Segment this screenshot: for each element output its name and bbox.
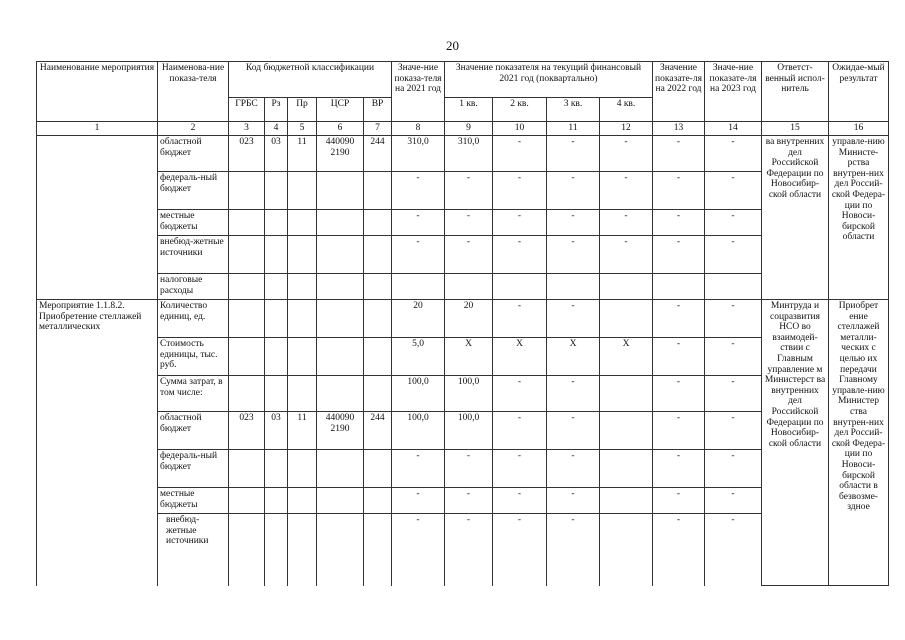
activity-name-cell: Мероприятие 1.1.8.2. Приобретение стеллажей металлических bbox=[37, 300, 158, 586]
value-2023-cell: - bbox=[705, 210, 762, 236]
q3-cell: Х bbox=[547, 338, 600, 376]
q4-cell bbox=[600, 274, 653, 300]
rz-cell bbox=[265, 514, 288, 586]
q1-cell: 100,0 bbox=[445, 412, 493, 450]
activity-name-cell bbox=[37, 136, 158, 300]
header-row-1 bbox=[37, 62, 889, 98]
vr-cell bbox=[364, 376, 392, 412]
table-row bbox=[37, 338, 889, 376]
vr-cell bbox=[364, 300, 392, 338]
value-2021-cell: - bbox=[392, 488, 445, 514]
q3-cell: - bbox=[547, 514, 600, 586]
header-executor: Ответст-венный испол-нитель bbox=[762, 62, 829, 122]
grbs-cell bbox=[229, 274, 265, 300]
header-result: Ожидае-мый результат bbox=[829, 62, 889, 122]
q2-cell: - bbox=[493, 450, 547, 488]
q1-cell: - bbox=[445, 172, 493, 210]
value-2021-cell: - bbox=[392, 172, 445, 210]
executor-cell: ва внутренних дел Российской Федерации по Новосибир-ской области bbox=[762, 136, 829, 300]
col-number: 3 bbox=[229, 122, 265, 136]
result-cell: Приобрет ение стеллажей металли-ческих с целью их передачи Главному управле-нию Министер ства внутрен-них дел Россий-ской Федера-ции по Новоси-бирской области в безвозме-здное bbox=[829, 300, 889, 586]
header-pr: Пр bbox=[288, 98, 317, 122]
col-number: 2 bbox=[158, 122, 229, 136]
value-2021-cell: 20 bbox=[392, 300, 445, 338]
col-number: 8 bbox=[392, 122, 445, 136]
grbs-cell bbox=[229, 450, 265, 488]
header-q4: 4 кв. bbox=[600, 98, 653, 122]
grbs-cell: 023 bbox=[229, 136, 265, 172]
pr-cell bbox=[288, 300, 317, 338]
executor-cell: Минтруда и соцразвития НСО во взаимодей-ствии с Главным управление м Министерст ва внутренних дел Российской Федерации по Новосибир-ской области bbox=[762, 300, 829, 586]
q2-cell: - bbox=[493, 488, 547, 514]
header-value-2022: Значение показате-ля на 2022 год bbox=[653, 62, 705, 122]
q1-cell: - bbox=[445, 450, 493, 488]
table-row bbox=[37, 412, 889, 450]
header-q2: 2 кв. bbox=[493, 98, 547, 122]
csr-cell bbox=[317, 210, 364, 236]
header-grbs: ГРБС bbox=[229, 98, 265, 122]
q2-cell: - bbox=[493, 412, 547, 450]
value-2022-cell: - bbox=[653, 412, 705, 450]
pr-cell bbox=[288, 338, 317, 376]
q4-cell bbox=[600, 412, 653, 450]
table-row bbox=[37, 236, 889, 274]
table-row bbox=[37, 514, 889, 586]
value-2021-cell: 310,0 bbox=[392, 136, 445, 172]
q2-cell: - bbox=[493, 172, 547, 210]
csr-cell bbox=[317, 376, 364, 412]
column-numbers-row bbox=[37, 122, 889, 136]
value-2022-cell: - bbox=[653, 338, 705, 376]
header-q1: 1 кв. bbox=[445, 98, 493, 122]
indicator-cell: областной бюджет bbox=[158, 412, 229, 450]
q4-cell: - bbox=[600, 236, 653, 274]
csr-cell bbox=[317, 172, 364, 210]
header-indicator: Наименова-ние показа-теля bbox=[158, 62, 229, 122]
csr-cell: 440090 2190 bbox=[317, 412, 364, 450]
vr-cell bbox=[364, 514, 392, 586]
value-2023-cell: - bbox=[705, 514, 762, 586]
col-number: 7 bbox=[364, 122, 392, 136]
col-number: 5 bbox=[288, 122, 317, 136]
vr-cell: 244 bbox=[364, 136, 392, 172]
indicator-cell: Количество единиц, ед. bbox=[158, 300, 229, 338]
q4-cell bbox=[600, 450, 653, 488]
q3-cell: - bbox=[547, 210, 600, 236]
value-2023-cell: - bbox=[705, 236, 762, 274]
indicator-cell: местные бюджеты bbox=[158, 210, 229, 236]
col-number: 1 bbox=[37, 122, 158, 136]
col-number: 6 bbox=[317, 122, 364, 136]
value-2021-cell: - bbox=[392, 236, 445, 274]
q4-cell bbox=[600, 514, 653, 586]
csr-cell bbox=[317, 274, 364, 300]
q3-cell bbox=[547, 274, 600, 300]
q4-cell bbox=[600, 376, 653, 412]
pr-cell: 11 bbox=[288, 136, 317, 172]
grbs-cell: 023 bbox=[229, 412, 265, 450]
col-number: 14 bbox=[705, 122, 762, 136]
vr-cell bbox=[364, 236, 392, 274]
value-2023-cell: - bbox=[705, 172, 762, 210]
pr-cell bbox=[288, 488, 317, 514]
col-number: 12 bbox=[600, 122, 653, 136]
header-budget-code: Код бюджетной классификации bbox=[229, 62, 392, 98]
grbs-cell bbox=[229, 172, 265, 210]
value-2023-cell: - bbox=[705, 412, 762, 450]
col-number: 9 bbox=[445, 122, 493, 136]
value-2023-cell: - bbox=[705, 136, 762, 172]
col-number: 15 bbox=[762, 122, 829, 136]
rz-cell bbox=[265, 338, 288, 376]
q1-cell bbox=[445, 274, 493, 300]
value-2023-cell bbox=[705, 274, 762, 300]
value-2021-cell: 5,0 bbox=[392, 338, 445, 376]
indicator-cell: областной бюджет bbox=[158, 136, 229, 172]
q3-cell: - bbox=[547, 450, 600, 488]
table-row bbox=[37, 300, 889, 338]
pr-cell bbox=[288, 514, 317, 586]
budget-table bbox=[36, 61, 889, 586]
table-row bbox=[37, 488, 889, 514]
q1-cell: - bbox=[445, 210, 493, 236]
rz-cell bbox=[265, 488, 288, 514]
value-2022-cell: - bbox=[653, 488, 705, 514]
table-row bbox=[37, 376, 889, 412]
value-2021-cell bbox=[392, 274, 445, 300]
pr-cell bbox=[288, 274, 317, 300]
header-value-2021: Значе-ние показа-теля на 2021 год bbox=[392, 62, 445, 122]
indicator-cell: федераль-ный бюджет bbox=[158, 450, 229, 488]
grbs-cell bbox=[229, 236, 265, 274]
q2-cell: - bbox=[493, 376, 547, 412]
q1-cell: 20 bbox=[445, 300, 493, 338]
table-row bbox=[37, 172, 889, 210]
vr-cell bbox=[364, 450, 392, 488]
value-2023-cell: - bbox=[705, 488, 762, 514]
q2-cell: Х bbox=[493, 338, 547, 376]
q2-cell: - bbox=[493, 136, 547, 172]
indicator-cell: внебюд-жетные источники bbox=[158, 514, 229, 586]
table-row bbox=[37, 274, 889, 300]
q3-cell: - bbox=[547, 488, 600, 514]
value-2022-cell: - bbox=[653, 236, 705, 274]
q1-cell: - bbox=[445, 236, 493, 274]
header-name: Наименование мероприятия bbox=[37, 62, 158, 122]
q2-cell bbox=[493, 274, 547, 300]
indicator-cell: налоговые расходы bbox=[158, 274, 229, 300]
pr-cell bbox=[288, 172, 317, 210]
q3-cell: - bbox=[547, 412, 600, 450]
vr-cell bbox=[364, 210, 392, 236]
value-2021-cell: - bbox=[392, 514, 445, 586]
header-vr: ВР bbox=[364, 98, 392, 122]
value-2022-cell: - bbox=[653, 172, 705, 210]
q3-cell: - bbox=[547, 300, 600, 338]
value-2021-cell: - bbox=[392, 210, 445, 236]
value-2021-cell: 100,0 bbox=[392, 412, 445, 450]
csr-cell bbox=[317, 514, 364, 586]
value-2023-cell: - bbox=[705, 450, 762, 488]
col-number: 11 bbox=[547, 122, 600, 136]
vr-cell bbox=[364, 488, 392, 514]
rz-cell bbox=[265, 274, 288, 300]
csr-cell bbox=[317, 338, 364, 376]
col-number: 4 bbox=[265, 122, 288, 136]
header-q3: 3 кв. bbox=[547, 98, 600, 122]
rz-cell bbox=[265, 300, 288, 338]
indicator-cell: местные бюджеты bbox=[158, 488, 229, 514]
grbs-cell bbox=[229, 514, 265, 586]
result-cell: управле-нию Министе-рства внутрен-них дел Россий-ской Федера-ции по Новоси-бирской области bbox=[829, 136, 889, 300]
value-2023-cell: - bbox=[705, 300, 762, 338]
indicator-cell: Сумма затрат, в том числе: bbox=[158, 376, 229, 412]
pr-cell: 11 bbox=[288, 412, 317, 450]
csr-cell bbox=[317, 236, 364, 274]
value-2022-cell: - bbox=[653, 300, 705, 338]
value-2022-cell bbox=[653, 274, 705, 300]
grbs-cell bbox=[229, 338, 265, 376]
col-number: 10 bbox=[493, 122, 547, 136]
value-2021-cell: 100,0 bbox=[392, 376, 445, 412]
csr-cell: 440090 2190 bbox=[317, 136, 364, 172]
q1-cell: - bbox=[445, 514, 493, 586]
header-rz: Рз bbox=[265, 98, 288, 122]
col-number: 13 bbox=[653, 122, 705, 136]
value-2022-cell: - bbox=[653, 514, 705, 586]
grbs-cell bbox=[229, 488, 265, 514]
csr-cell bbox=[317, 450, 364, 488]
vr-cell: 244 bbox=[364, 412, 392, 450]
value-2022-cell: - bbox=[653, 376, 705, 412]
value-2023-cell: - bbox=[705, 338, 762, 376]
q2-cell: - bbox=[493, 210, 547, 236]
col-number: 16 bbox=[829, 122, 889, 136]
q4-cell: - bbox=[600, 210, 653, 236]
value-2022-cell: - bbox=[653, 136, 705, 172]
q1-cell: Х bbox=[445, 338, 493, 376]
q4-cell bbox=[600, 488, 653, 514]
value-2021-cell: - bbox=[392, 450, 445, 488]
vr-cell bbox=[364, 172, 392, 210]
pr-cell bbox=[288, 376, 317, 412]
indicator-cell: внебюд-жетные источники bbox=[158, 236, 229, 274]
vr-cell bbox=[364, 274, 392, 300]
csr-cell bbox=[317, 300, 364, 338]
vr-cell bbox=[364, 338, 392, 376]
indicator-cell: федераль-ный бюджет bbox=[158, 172, 229, 210]
rz-cell bbox=[265, 172, 288, 210]
q1-cell: 100,0 bbox=[445, 376, 493, 412]
q2-cell: - bbox=[493, 514, 547, 586]
table-row bbox=[37, 210, 889, 236]
pr-cell bbox=[288, 450, 317, 488]
q3-cell: - bbox=[547, 172, 600, 210]
grbs-cell bbox=[229, 210, 265, 236]
q4-cell: - bbox=[600, 136, 653, 172]
q4-cell bbox=[600, 300, 653, 338]
q1-cell: 310,0 bbox=[445, 136, 493, 172]
header-value-2023: Значе-ние показате-ля на 2023 год bbox=[705, 62, 762, 122]
value-2022-cell: - bbox=[653, 210, 705, 236]
csr-cell bbox=[317, 488, 364, 514]
pr-cell bbox=[288, 210, 317, 236]
grbs-cell bbox=[229, 376, 265, 412]
q3-cell: - bbox=[547, 376, 600, 412]
table-row bbox=[37, 450, 889, 488]
q4-cell: Х bbox=[600, 338, 653, 376]
rz-cell bbox=[265, 236, 288, 274]
header-csr: ЦСР bbox=[317, 98, 364, 122]
q2-cell: - bbox=[493, 236, 547, 274]
pr-cell bbox=[288, 236, 317, 274]
q3-cell: - bbox=[547, 136, 600, 172]
q3-cell: - bbox=[547, 236, 600, 274]
q1-cell: - bbox=[445, 488, 493, 514]
q2-cell: - bbox=[493, 300, 547, 338]
indicator-cell: Стоимость единицы, тыс. руб. bbox=[158, 338, 229, 376]
rz-cell bbox=[265, 450, 288, 488]
value-2023-cell: - bbox=[705, 376, 762, 412]
value-2022-cell: - bbox=[653, 450, 705, 488]
page-number: 20 bbox=[446, 38, 459, 53]
q4-cell: - bbox=[600, 172, 653, 210]
rz-cell: 03 bbox=[265, 412, 288, 450]
rz-cell: 03 bbox=[265, 136, 288, 172]
header-current-year: Значение показателя на текущий финансовый 2021 год (поквартально) bbox=[445, 62, 653, 98]
grbs-cell bbox=[229, 300, 265, 338]
rz-cell bbox=[265, 376, 288, 412]
rz-cell bbox=[265, 210, 288, 236]
table-row bbox=[37, 136, 889, 172]
